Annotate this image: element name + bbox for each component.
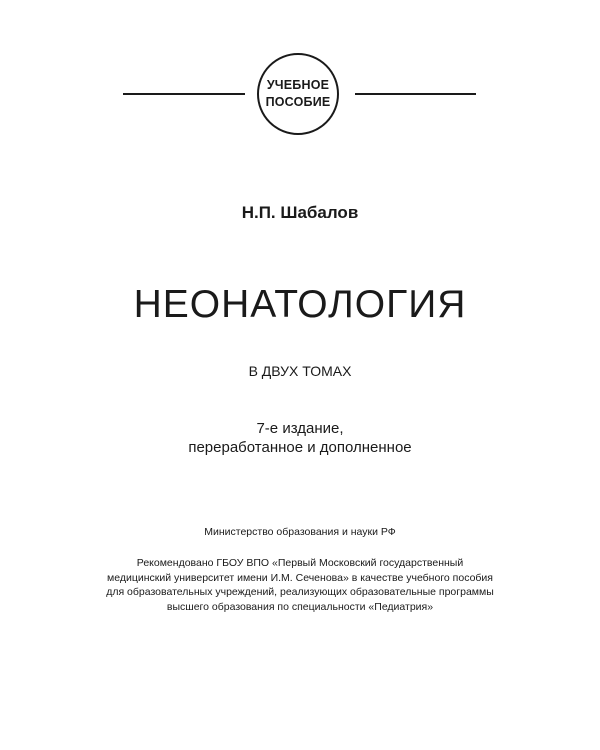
badge-line-2: ПОСОБИЕ — [265, 95, 331, 109]
left-divider — [123, 93, 245, 95]
edition-line-1: 7-е издание, — [256, 420, 344, 437]
edition-info — [0, 419, 600, 457]
recommendation-line-2: медицинский университет имени И.М. Сеченова» в качестве учебного пособия — [107, 571, 493, 584]
right-divider — [355, 93, 476, 95]
book-title: НЕОНАТОЛОГИЯ — [133, 283, 467, 326]
ministry-label: Министерство образования и науки РФ — [204, 526, 396, 538]
author-name: Н.П. Шабалов — [241, 203, 359, 222]
volumes-note: В ДВУХ ТОМАХ — [248, 363, 352, 379]
badge-line-1: УЧЕБНОЕ — [266, 78, 330, 92]
badge-row — [0, 53, 600, 135]
recommendation-line-3: для образовательных учреждений, реализующих образовательные программы — [106, 586, 494, 598]
edition-line-2: переработанное и дополненное — [188, 439, 412, 456]
recommendation-line-1: Рекомендовано ГБОУ ВПО «Первый Московский государственный — [136, 557, 464, 569]
recommendation-line-4: высшего образования по специальности «Педиатрия» — [166, 600, 434, 613]
recommendation-text — [0, 556, 600, 614]
textbook-badge — [257, 53, 339, 135]
